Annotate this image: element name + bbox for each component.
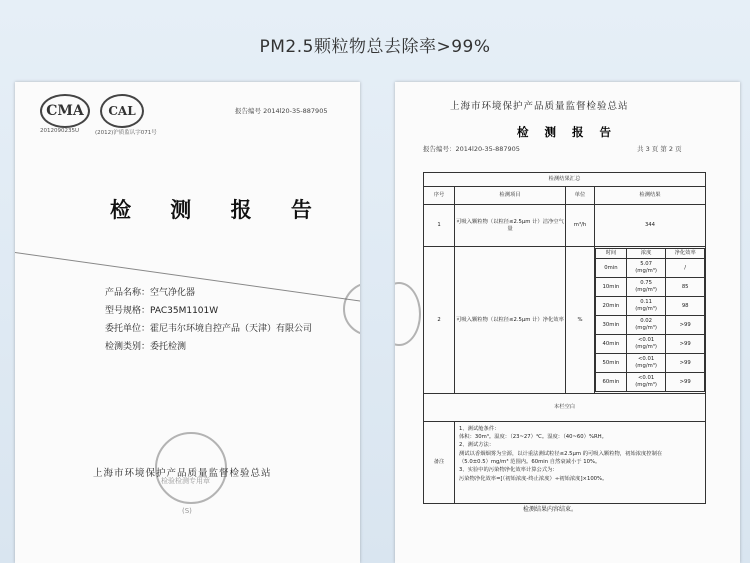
report-cover-page	[15, 82, 360, 563]
field-product-name: 产品名称：空气净化器	[105, 288, 196, 298]
sub-eff: >99	[666, 335, 705, 354]
cal-caption: (2012)沪质监认字071号	[95, 130, 157, 136]
field-model: 型号规格：PAC35M1101W	[105, 306, 219, 316]
sub-conc: 0.75 (mg/m³)	[626, 278, 666, 297]
sub-time: 0min	[596, 259, 627, 278]
row1-unit: m³/h	[566, 205, 595, 247]
edge-seal	[343, 282, 360, 336]
efficiency-subtable	[595, 248, 705, 392]
sub-eff: >99	[666, 316, 705, 335]
row2-result-cell	[595, 247, 706, 394]
sub-conc: <0.01 (mg/m³)	[626, 373, 666, 392]
blank-row: 本栏空白	[424, 394, 706, 422]
note-line: 3、实验中的污染物净化效率计算公式为：	[459, 467, 558, 474]
report-title: 检 测 报 告	[110, 197, 328, 222]
notes-label: 备注	[424, 422, 455, 504]
row2-unit: %	[566, 247, 595, 394]
header-no: 序号	[424, 187, 455, 205]
sub-conc: 5.07 (mg/m³)	[626, 259, 666, 278]
sub-time: 20min	[596, 297, 627, 316]
sub-eff: 98	[666, 297, 705, 316]
sub-time: 10min	[596, 278, 627, 297]
note-line: 污染物净化效率=[（初始浓度-终止浓度）÷初始浓度]×100%。	[459, 475, 608, 482]
row1-no: 1	[424, 205, 455, 247]
sub-time: 30min	[596, 316, 627, 335]
row1-item: 可吸入颗粒物（以粒径≤2.5μm 计）洁净空气量	[455, 205, 566, 247]
note-line: 2、测试方法：	[459, 442, 495, 449]
results-table	[423, 172, 706, 504]
sub-time: 40min	[596, 335, 627, 354]
report-number: 报告编号 2014l20-35-887905	[235, 107, 328, 115]
edge-seal-left	[395, 282, 421, 346]
row2-item: 可吸入颗粒物（以粒径≤2.5μm 计）净化效率	[455, 247, 566, 394]
sub-header-conc: 浓度	[626, 249, 666, 259]
sub-header-eff: 净化效率	[666, 249, 705, 259]
org-name-footer: 上海市环境保护产品质量监督检验总站	[93, 468, 272, 479]
note-line: 测试以香烟烟雾为尘源，以计重法测试粒径≤2.5μm 的可吸入颗粒物，初始浓度控制在	[459, 450, 663, 457]
note-line: 1、测试舱条件：	[459, 425, 500, 432]
seal-text: 检验检测专用章	[161, 477, 210, 485]
sub-conc: 0.02 (mg/m³)	[626, 316, 666, 335]
header-unit: 单位	[566, 187, 595, 205]
results-report-number: 报告编号：2014l20-35-887905	[423, 145, 520, 153]
note-line: 体积：30m³。温度：（23~27）℃。湿度：（40~60）%RH。	[459, 433, 607, 440]
results-title: 检 测 报 告	[517, 125, 618, 139]
sub-conc: 0.11 (mg/m³)	[626, 297, 666, 316]
cma-caption: 2012090235U	[40, 128, 80, 134]
sub-eff: >99	[666, 354, 705, 373]
notes-content	[455, 422, 706, 504]
sub-eff: /	[666, 259, 705, 278]
table-summary-title: 检测结果汇总	[424, 173, 706, 187]
row2-no: 2	[424, 247, 455, 394]
cal-logo: CAL	[100, 94, 144, 128]
sub-time: 60min	[596, 373, 627, 392]
report-results-page	[395, 82, 740, 563]
sub-conc: <0.01 (mg/m³)	[626, 335, 666, 354]
field-client: 委托单位：霍尼韦尔环境自控产品（天津）有限公司	[105, 324, 313, 334]
sub-time: 50min	[596, 354, 627, 373]
sub-conc: <0.01 (mg/m³)	[626, 354, 666, 373]
header-item: 检测项目	[455, 187, 566, 205]
field-test-type: 检测类别：委托检测	[105, 342, 187, 352]
header-result: 检测结果	[595, 187, 706, 205]
seal-number: (S)	[182, 507, 192, 515]
org-name-header: 上海市环境保护产品质量监督检验总站	[450, 101, 629, 112]
row1-result: 344	[595, 205, 706, 247]
sub-header-time: 时间	[596, 249, 627, 259]
note-line: （5.0±0.5）mg/m³ 范围内。60min 自然衰减小于 10%。	[459, 459, 601, 465]
end-of-results: 检测结果内容结束。	[523, 506, 578, 513]
sub-eff: >99	[666, 373, 705, 392]
page-info: 共 3 页 第 2 页	[637, 145, 682, 153]
sub-eff: 85	[666, 278, 705, 297]
page-headline: PM2.5颗粒物总去除率>99%	[259, 37, 491, 57]
cma-logo: CMA	[40, 94, 90, 128]
